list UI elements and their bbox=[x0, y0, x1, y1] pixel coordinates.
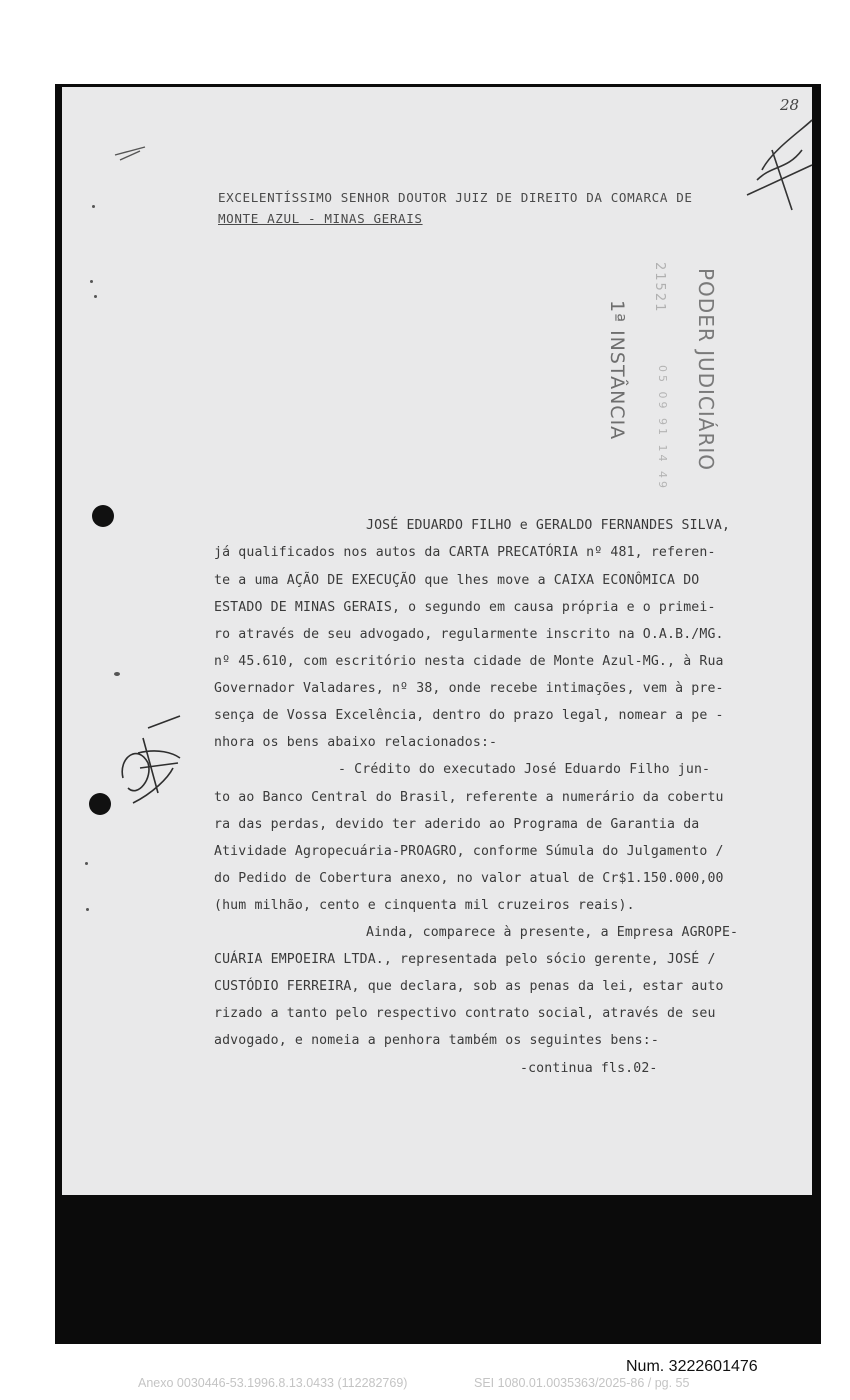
annex-reference: Anexo 0030446-53.1996.8.13.0433 (112282769) bbox=[138, 1376, 408, 1390]
body-line: nº 45.610, com escritório nesta cidade de Monte Azul-MG., à Rua bbox=[214, 654, 724, 669]
body-line: ESTADO DE MINAS GERAIS, o segundo em causa própria e o primei- bbox=[214, 600, 716, 615]
sei-reference: SEI 1080.01.0035363/2025-86 / pg. 55 bbox=[474, 1376, 690, 1390]
heading-line-2: MONTE AZUL - MINAS GERAIS bbox=[218, 211, 423, 226]
speck bbox=[86, 908, 89, 911]
body-line: CUÁRIA EMPOEIRA LTDA., representada pelo sócio gerente, JOSÉ / bbox=[214, 952, 716, 967]
body-line: ro através de seu advogado, regularmente inscrito na O.A.B./MG. bbox=[214, 627, 724, 642]
body-line: Governador Valadares, nº 38, onde recebe intimações, vem à pre- bbox=[214, 681, 724, 696]
speck bbox=[92, 205, 95, 208]
body-line: Atividade Agropecuária-PROAGRO, conforme Súmula do Julgamento / bbox=[214, 844, 724, 859]
body-line: te a uma AÇÃO DE EXECUÇÃO que lhes move a CAIXA ECONÔMICA DO bbox=[214, 573, 700, 588]
body-line: ra das perdas, devido ter aderido ao Programa de Garantia da bbox=[214, 817, 700, 832]
handwritten-initials-top bbox=[742, 110, 822, 230]
punch-hole-top bbox=[92, 505, 114, 527]
body-line: CUSTÓDIO FERREIRA, que declara, sob as penas da lei, estar auto bbox=[214, 979, 724, 994]
heading-line-1: EXCELENTÍSSIMO SENHOR DOUTOR JUIZ DE DIREITO DA COMARCA DE bbox=[218, 190, 693, 205]
punch-hole-bottom bbox=[89, 793, 111, 815]
speck bbox=[114, 672, 120, 676]
document-number: Num. 3222601476 bbox=[626, 1358, 758, 1375]
speck bbox=[85, 862, 88, 865]
body-line: - Crédito do executado José Eduardo Filho jun- bbox=[338, 762, 711, 777]
body-line: (hum milhão, cento e cinquenta mil cruzeiros reais). bbox=[214, 898, 635, 913]
stamp-number: 21521 bbox=[652, 262, 667, 314]
stamp-instance: 1ª INSTÂNCIA bbox=[606, 300, 628, 441]
margin-annotation-mark bbox=[110, 135, 160, 165]
body-line: já qualificados nos autos da CARTA PRECATÓRIA nº 481, referen- bbox=[214, 545, 716, 560]
body-line: JOSÉ EDUARDO FILHO e GERALDO FERNANDES SILVA, bbox=[366, 518, 731, 533]
body-line: nhora os bens abaixo relacionados:- bbox=[214, 735, 498, 750]
body-line: Ainda, comparece à presente, a Empresa AGROPE- bbox=[366, 925, 739, 940]
body-line: do Pedido de Cobertura anexo, no valor atual de Cr$1.150.000,00 bbox=[214, 871, 724, 886]
body-line: to ao Banco Central do Brasil, referente a numerário da cobertu bbox=[214, 790, 724, 805]
body-line: advogado, e nomeia a penhora também os seguintes bens:- bbox=[214, 1033, 659, 1048]
speck bbox=[94, 295, 97, 298]
stamp-date: 05 09 91 14 49 bbox=[656, 365, 669, 491]
speck bbox=[90, 280, 93, 283]
stamp-organization: PODER JUDICIÁRIO bbox=[694, 268, 718, 472]
margin-signature bbox=[118, 718, 188, 808]
continuation-note: -continua fls.02- bbox=[520, 1061, 658, 1076]
handwritten-page-number: 28 bbox=[780, 96, 800, 114]
body-line: sença de Vossa Excelência, dentro do prazo legal, nomear a pe - bbox=[214, 708, 724, 723]
body-line: rizado a tanto pelo respectivo contrato social, através de seu bbox=[214, 1006, 716, 1021]
